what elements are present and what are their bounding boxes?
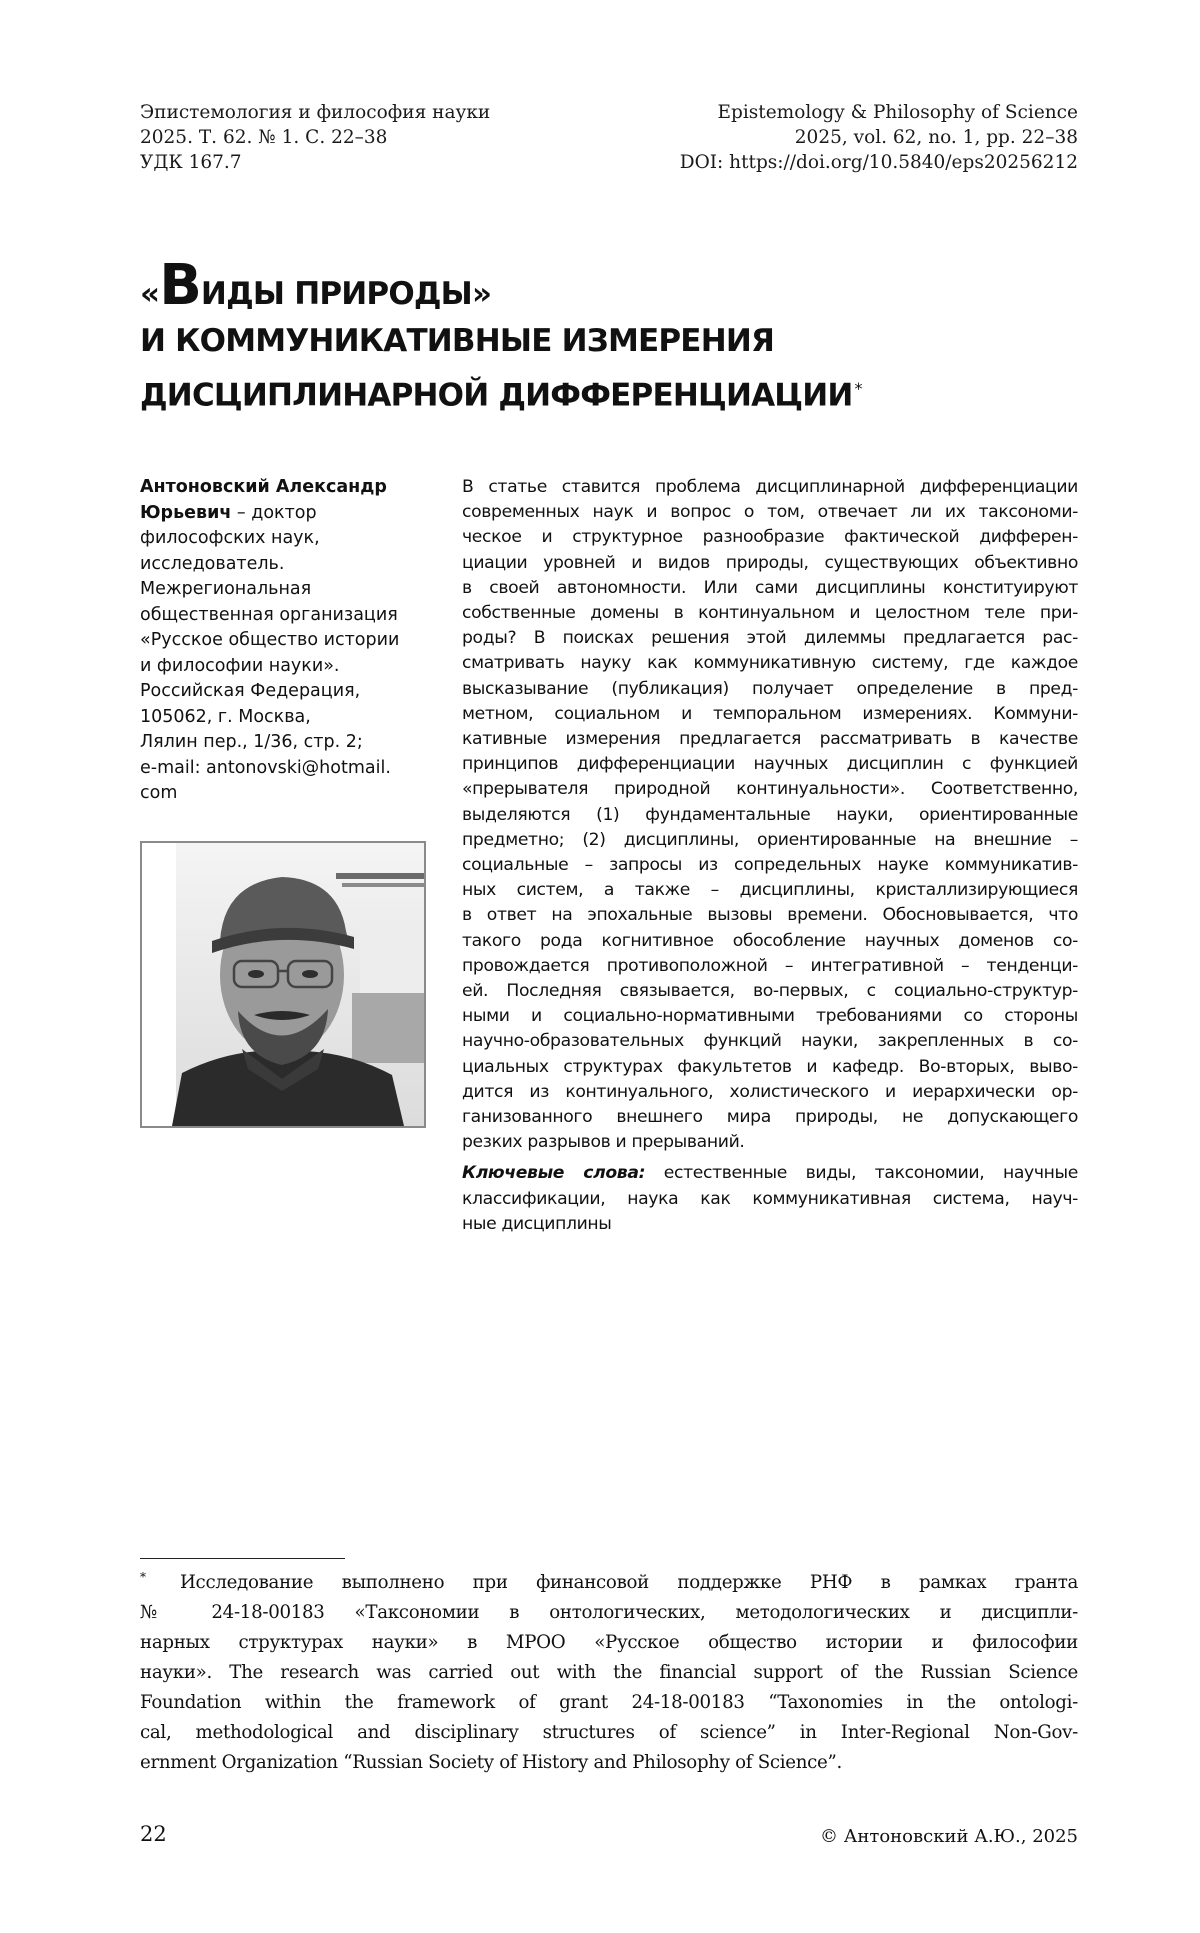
author-line: 105062, г. Москва,	[140, 706, 311, 727]
abstract-line: циации уровней и видов природы, существующих объективно	[462, 552, 1078, 573]
abstract-line: выделяются (1) фундаментальные науки, ориентированные	[462, 804, 1078, 825]
abstract-line: ными и социально-нормативными требованиями со стороны	[462, 1006, 1078, 1027]
author-line: Российская Федерация,	[140, 681, 361, 701]
keywords	[462, 1161, 1078, 1237]
footnote-divider	[140, 1558, 345, 1559]
abstract-line: дится из континуального, холистического и иерархически ор-	[462, 1081, 1078, 1102]
author-line: и философии науки».	[140, 655, 340, 676]
journal-name-en: Epistemology & Philosophy of Science	[717, 102, 1078, 123]
abstract	[462, 475, 1078, 1237]
author-email-cont[interactable]: com	[140, 783, 178, 803]
author-line: Межрегиональная	[140, 579, 312, 599]
abstract-line: ческое и структурное разнообразие фактической дифферен-	[462, 527, 1078, 548]
keywords-line: классификации, наука как коммуникативная система, науч-	[462, 1188, 1078, 1209]
abstract-line: метном, социальном и темпоральном измерениях. Коммуни-	[462, 703, 1078, 724]
abstract-line: резких разрывов и прерываний.	[462, 1132, 745, 1153]
article-title	[140, 253, 1040, 419]
footnote-line: ernment Organization “Russian Society of History and Philosophy of Science”.	[140, 1752, 842, 1773]
abstract-line: собственные домены в континуальном и целостном теле при-	[462, 603, 1078, 624]
abstract-line: социальные – запросы из сопредельных науке коммуникатив-	[462, 855, 1078, 876]
author-portrait-image	[142, 843, 424, 1126]
keywords-label: Ключевые слова:	[462, 1163, 646, 1184]
udc-code: УДК 167.7	[140, 152, 242, 173]
doi-link[interactable]: DOI: https://doi.org/10.5840/eps20256212	[679, 152, 1078, 173]
footnote-line: Foundation within the framework of grant 24-18-00183 “Taxonomies in the ontologi-	[140, 1692, 1078, 1713]
title-line-3: ДИСЦИПЛИНАРНОЙ ДИФФЕРЕНЦИАЦИИ *	[140, 377, 862, 414]
footnote-line: Исследование выполнено при финансовой поддержке РНФ в рамках гранта	[180, 1572, 1078, 1593]
author-line: общественная организация	[140, 604, 398, 625]
author-info	[140, 475, 422, 807]
title-drop-letter: В	[159, 253, 201, 318]
abstract-line: в своей автономности. Или сами дисциплины конституируют	[462, 577, 1078, 598]
issue-info-ru: 2025. Т. 62. № 1. С. 22–38	[140, 127, 388, 148]
abstract-line: научно-образовательных функций науки, закрепленных в со-	[462, 1031, 1078, 1052]
abstract-line: принципов дифференциации научных дисциплин с функцией	[462, 754, 1078, 775]
abstract-line: ных систем, а также – дисциплины, кристаллизирующиеся	[462, 880, 1078, 901]
abstract-line: ей. Последняя связывается, во-первых, с социально-структур-	[462, 981, 1078, 1002]
footnote-line: нарных структурах науки» в МРОО «Русское общество истории и философии	[140, 1632, 1078, 1653]
author-line: Лялин пер., 1/36, стр. 2;	[140, 732, 363, 752]
author-photo	[140, 841, 426, 1128]
copyright-notice: © Антоновский А.Ю., 2025	[820, 1826, 1078, 1847]
footnote-line: № 24-18-00183 «Таксономии в онтологических, методологических и дисципли-	[140, 1602, 1078, 1623]
abstract-line: такого рода когнитивное обособление научных доменов со-	[462, 930, 1078, 951]
author-line: философских наук,	[140, 528, 320, 548]
journal-header-en	[680, 100, 1078, 175]
keywords-line: ные дисциплины	[462, 1213, 612, 1234]
abstract-line: современных наук и вопрос о том, отвечает ли их таксономи-	[462, 502, 1078, 523]
abstract-line: в ответ на эпохальные вызовы времени. Обосновывается, что	[462, 905, 1078, 926]
abstract-line: роды? В поисках решения этой дилеммы предлагается рас-	[462, 628, 1078, 649]
author-name-line-1: Антоновский Александр	[140, 477, 387, 497]
footnote	[140, 1568, 1078, 1778]
footnote-line: науки». The research was carried out with the financial support of the Russian Science	[140, 1662, 1078, 1683]
abstract-line: ганизованного внешнего мира природы, не допускающего	[462, 1107, 1078, 1128]
abstract-line: В статье ставится проблема дисциплинарной дифференциации	[462, 477, 1078, 497]
footnote-line: cal, methodological and disciplinary structures of science” in Inter-Regional Non-Gov-	[140, 1722, 1078, 1743]
author-name-line-2: Юрьевич – доктор	[140, 502, 317, 523]
author-line: «Русское общество истории	[140, 630, 400, 650]
abstract-line: предметно; (2) дисциплины, ориентированные на внешние –	[462, 829, 1078, 850]
journal-name-ru: Эпистемология и философия науки	[140, 102, 491, 123]
title-footnote-marker[interactable]: *	[854, 379, 862, 398]
journal-header-ru	[140, 100, 490, 175]
abstract-line: сматривать науку как коммуникативную систему, где каждое	[462, 653, 1078, 674]
title-line-1: «ВИДЫ ПРИРОДЫ»	[140, 253, 492, 318]
abstract-line: циальных структурах факультетов и кафедр. Во-вторых, выво-	[462, 1056, 1078, 1077]
footnote-marker: *	[140, 1570, 146, 1584]
keywords-line: Ключевые слова: естественные виды, таксономии, научные	[462, 1163, 1078, 1184]
abstract-line: кативные измерения предлагается рассматривать в качестве	[462, 729, 1078, 750]
issue-info-en: 2025, vol. 62, no. 1, pp. 22–38	[794, 127, 1078, 148]
author-email[interactable]: e-mail: antonovski@hotmail.	[140, 757, 391, 778]
author-line: исследователь.	[140, 553, 285, 574]
abstract-line: высказывание (публикация) получает определение в пред-	[462, 678, 1078, 699]
abstract-line: «прерывателя природной континуальности». Соответственно,	[462, 779, 1078, 800]
page-number: 22	[140, 1822, 167, 1846]
title-line-2: И КОММУНИКАТИВНЫЕ ИЗМЕРЕНИЯ	[140, 323, 775, 359]
abstract-line: провождается противоположной – интегративной – тенденци-	[462, 955, 1078, 976]
